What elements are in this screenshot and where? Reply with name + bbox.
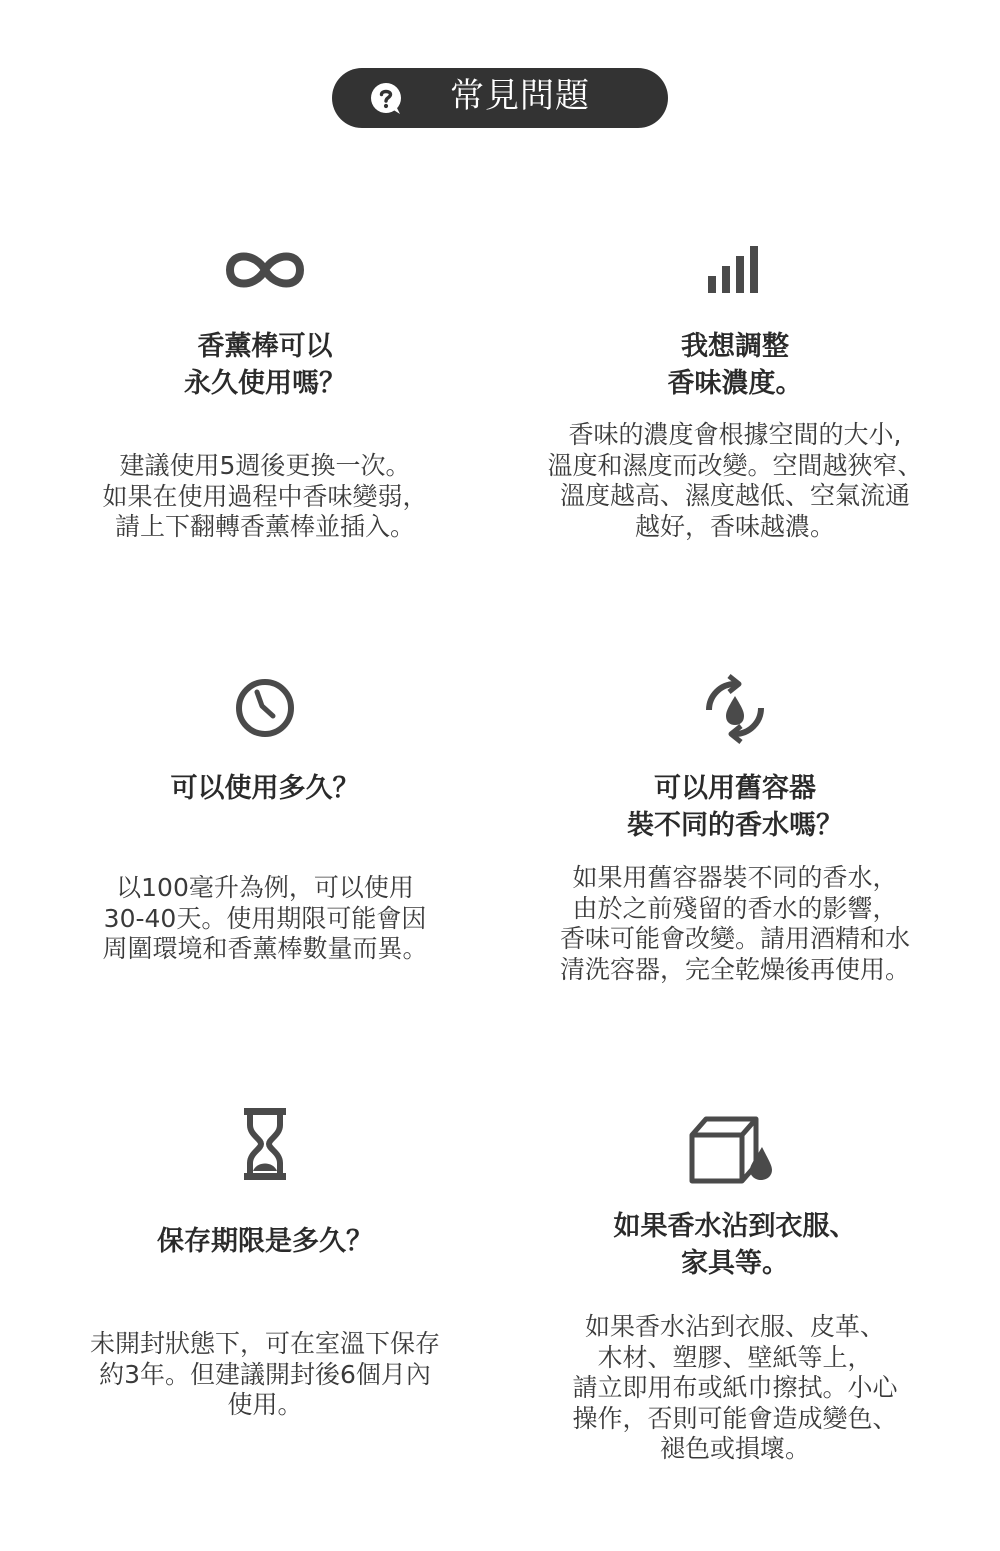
faq-answer: 以100毫升為例，可以使用 30-40天。使用期限可能會因 周圍環境和香薰棒數量而異。 — [102, 873, 428, 963]
faq-icon-wrapper — [505, 1107, 965, 1197]
faq-answer: 香味的濃度會根據空間的大小, 溫度和濕度而改變。空間越狹窄、 溫度越高、濕度越低、空氣流通 越好，香味越濃。 — [547, 420, 923, 541]
signal-bars-icon — [700, 238, 770, 298]
question-bubble-icon — [368, 81, 404, 117]
faq-icon-wrapper — [505, 670, 965, 760]
clock-icon — [225, 670, 305, 750]
box-drop-icon — [680, 1107, 790, 1187]
recycle-drop-icon — [695, 670, 775, 750]
faq-answer: 未開封狀態下，可在室溫下保存 約3年。但建議開封後6個月內 使用。 — [89, 1329, 440, 1419]
faq-answer: 如果香水沾到衣服、皮革、 木材、塑膠、壁紙等上， 請立即用布或紙巾擦拭。小心 操作，否則可能會造成變色、 褪色或損壞。 — [572, 1312, 898, 1463]
faq-icon-wrapper — [505, 238, 965, 328]
faq-question: 如果香水沾到衣服、 家具等。 — [613, 1211, 857, 1279]
faq-icon-wrapper — [35, 670, 495, 760]
faq-question: 香薰棒可以 永久使用嗎？ — [184, 331, 346, 399]
faq-question: 我想調整 香味濃度。 — [667, 331, 803, 399]
faq-header — [332, 68, 668, 128]
faq-answer: 如果用舊容器裝不同的香水， 由於之前殘留的香水的影響， 香味可能會改變。請用酒精和水 清洗容器，完全乾燥後再使用。 — [559, 863, 910, 984]
infinity-icon — [215, 230, 315, 310]
faq-answer: 建議使用5週後更換一次。 如果在使用過程中香味變弱， 請上下翻轉香薰棒並插入。 — [102, 451, 428, 541]
page-title: 常見問題 — [450, 76, 590, 116]
faq-icon-wrapper — [35, 1105, 495, 1195]
faq-question: 可以使用多久？ — [170, 773, 360, 804]
faq-question: 可以用舊容器 裝不同的香水嗎？ — [627, 773, 843, 841]
hourglass-icon — [235, 1105, 295, 1185]
faq-icon-wrapper — [35, 230, 495, 320]
faq-question: 保存期限是多久？ — [157, 1226, 373, 1257]
